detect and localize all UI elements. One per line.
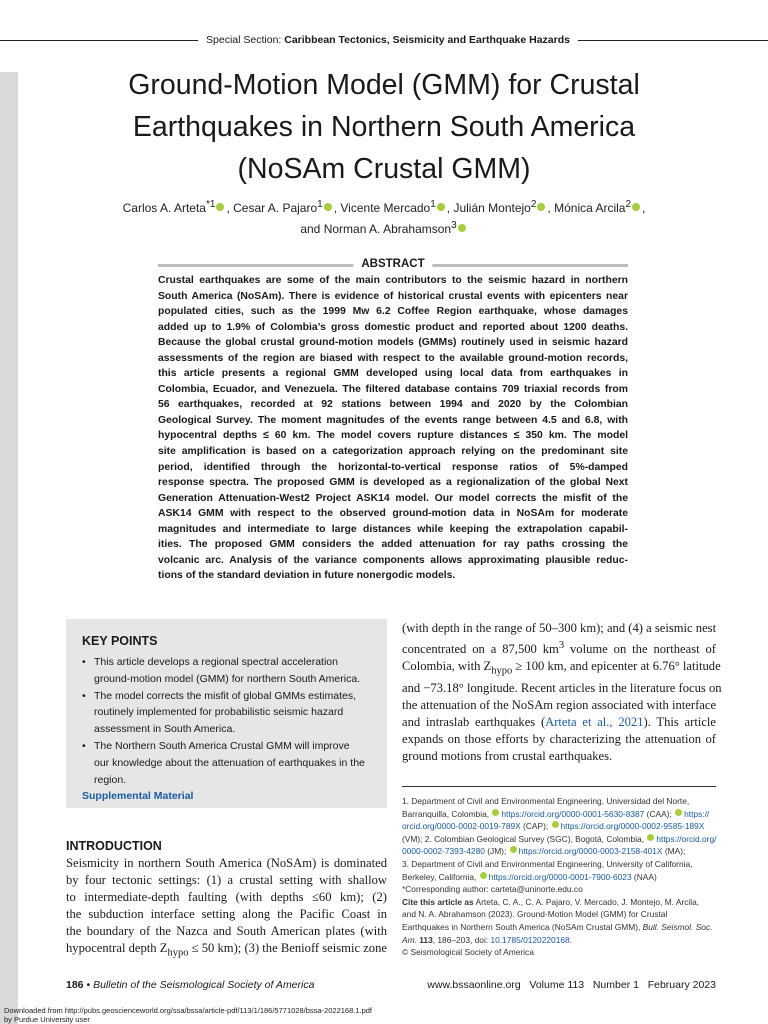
key-point-text: our knowledge about the attenuation of earthquakes in the: [94, 756, 365, 769]
body-text: and intraslab earthquakes (: [402, 715, 546, 730]
bullet-icon: •: [82, 689, 86, 702]
body-line: expands on those efforts by characterizing the attenuation of: [402, 732, 716, 747]
download-notice: [4, 1007, 372, 1024]
section-prefix: Special Section:: [206, 34, 282, 46]
affiliation-mark: 3: [451, 220, 457, 231]
footnote-text: (NAA): [631, 871, 657, 882]
abstract-header: [158, 258, 628, 272]
body-line: [402, 658, 721, 680]
key-points-title: KEY POINTS: [82, 634, 158, 648]
citation-link[interactable]: Arteta et al., 2021: [545, 715, 644, 730]
cite-text: Earthquakes in Northern South America (NoSAm Crustal GMM),: [402, 921, 643, 932]
key-point-text: This article develops a regional spectral acceleration: [94, 656, 338, 668]
footnotes: [402, 795, 716, 959]
body-text: hypocentral depth Z: [66, 941, 168, 956]
author-name[interactable]: Vicente Mercado: [340, 201, 431, 215]
orcid-icon[interactable]: [458, 224, 466, 232]
body-line: and −73.18° longitude. Recent articles in the literature focus on: [402, 680, 722, 695]
footnote-text: Berkeley, California,: [402, 871, 479, 882]
affiliation-mark: 1: [317, 199, 323, 210]
author-conjunction: and: [300, 222, 321, 236]
title-line: Earthquakes in Northern South America: [132, 111, 636, 143]
footnote-line: [402, 845, 716, 858]
author-name[interactable]: Mónica Arcila: [554, 201, 626, 215]
footnote-line: [402, 808, 716, 821]
footnote-text: (CAA);: [644, 808, 675, 819]
bullet-icon: •: [82, 656, 86, 668]
author-line: Carlos A. Arteta$^{*1}$ , Cesar A. Pajaro$^1$ , Vicente Mercado$^1$ , Julián Montejo$^2$ , Mónica Arcila$^2$ ,: [122, 199, 646, 215]
doi-link[interactable]: 10.1785/0120220168: [490, 934, 570, 945]
author-name[interactable]: Norman A. Abrahamson: [323, 222, 452, 236]
body-text: Colombia, with Z: [402, 659, 492, 674]
footnote-line: 3. Department of Civil and Environmental Engineering, University of California,: [402, 858, 693, 869]
footnote-line: [402, 820, 716, 833]
abstract-body: [158, 273, 628, 584]
key-point-line: [82, 721, 365, 738]
abstract-line: this article presents a regional GMM developed using local data from earthquakes in: [158, 368, 628, 380]
body-line: (with depth in the range of 50–300 km); and (4) a seismic nest: [402, 621, 717, 635]
abstract-line: Geological Survey. The moment magnitudes of the events range between 4.5 and 6.8, with: [158, 414, 628, 426]
subscript: hypo: [167, 947, 189, 959]
cite-line: [402, 896, 716, 909]
orcid-icon[interactable]: [552, 821, 559, 828]
author-line: [40, 217, 728, 238]
footnote-text: (JM);: [484, 846, 509, 857]
key-point-line: [82, 688, 365, 705]
abstract-line: assessments of the region are biased with respect to the available ground-motion records,: [158, 352, 628, 364]
footnote-text: (CAP);: [520, 821, 551, 832]
left-margin-bar: [0, 72, 18, 1024]
body-line: the subduction interface setting along the Pacific Coast in: [66, 907, 387, 922]
footer-left: [66, 978, 314, 992]
cite-volume: 113: [416, 934, 433, 945]
footnote-rule: [402, 786, 716, 787]
key-point-text: assessment in South America.: [94, 723, 236, 736]
subscript: hypo: [491, 665, 513, 677]
orcid-icon[interactable]: [632, 203, 640, 211]
cite-text: .: [569, 934, 572, 945]
abstract-line: added up to 1.9% of Colombia’s gross domestic product and reported about 1200 deaths.: [158, 321, 628, 333]
body-line: [402, 637, 716, 658]
body-line: ground motions from crustal earthquakes.: [402, 749, 613, 764]
orcid-icon[interactable]: [492, 809, 499, 816]
abstract-line: volcanic arc. Analysis of the variance components allows approximating plausible reduc-: [158, 554, 628, 566]
abstract-line: populated cities, such as the 1999 Mw 6.2 Coffee Region earthquake, whose damages: [158, 306, 628, 318]
body-line: to intermediate-depth faulting (with depths ≤60 km); (2): [66, 890, 387, 905]
abstract-line: Crustal earthquakes are some of the main contributors to the seismic hazard in northern: [158, 275, 628, 286]
cite-text: Arteta, C. A., C. A. Pajaro, V. Mercado, J. Montejo, M. Arcila,: [473, 896, 700, 907]
body-text: ≥ 100 km, and epicenter at 6.76° latitude: [512, 659, 721, 674]
affiliation-mark: *1: [205, 199, 216, 210]
key-point-text: routinely implemented for probabilistic seismic hazard: [94, 706, 344, 719]
footer-bullet: •: [86, 979, 91, 991]
download-url: Downloaded from http://pubs.geoscienceworld.org/ssa/bssa/article-pdf/113/1/186/5771028/bssa-2022168.1.pdf: [4, 1006, 373, 1015]
orcid-link[interactable]: https://orcid.org/0000-0001-5630-8387: [501, 808, 645, 819]
key-point-text: region.: [94, 773, 127, 786]
body-text: ). This article: [643, 715, 716, 730]
author-name[interactable]: Julián Montejo: [453, 201, 531, 215]
key-point-line: [82, 755, 365, 772]
body-text: ≤ 50 km); (3) the Benioff seismic zone: [188, 941, 387, 956]
key-point-text: ground-motion model (GMM) for northern South America.: [94, 672, 361, 685]
abstract-line: Colombia, Ecuador, and Venezuela. The filtered database contains 709 triaxial records from: [158, 383, 628, 395]
journal-name: Bulletin of the Seismological Society of America: [93, 979, 315, 991]
orcid-link[interactable]: https://orcid.org/0000-0001-7900-6023: [488, 871, 632, 882]
bullet-icon: •: [82, 739, 86, 752]
orcid-icon[interactable]: [437, 203, 445, 211]
footnote-text: (VM); 2. Colombian Geological Survey (SGC), Bogotá, Colombia,: [402, 833, 647, 844]
orcid-icon[interactable]: [675, 809, 682, 816]
affiliation-mark: 2: [625, 199, 632, 210]
cite-line: [402, 934, 716, 947]
article-title: [40, 64, 728, 190]
footnote-text: Barranquilla, Colombia,: [402, 808, 492, 819]
body-line: the attenuation of the NoSAm region associated with interface: [402, 698, 717, 713]
abstract-line: Because the global crustal ground-motion models (GMMs) routinely used in seismic hazard: [158, 337, 628, 349]
abstract-line: magnitudes and intermediate to large distances while keeping the extrapolation capabil-: [158, 523, 628, 535]
key-point-line: [82, 738, 365, 755]
orcid-icon[interactable]: [510, 846, 517, 853]
orcid-link[interactable]: orcid.org/0000-0002-0019-789X: [402, 821, 521, 832]
cite-line: and N. A. Abrahamson (2023). Ground-Motion Model (GMM) for Crustal: [402, 909, 668, 920]
title-line: Ground-Motion Model (GMM) for Crustal: [128, 69, 640, 101]
cite-journal: Bull. Seismol. Soc.: [642, 921, 713, 932]
abstract-line: Generation Attenuation-West2 Project ASK14 model. Our model corrects the misfit of the: [158, 492, 628, 504]
key-point-text: The model corrects the misfit of global GMMs estimates,: [94, 689, 357, 702]
footnote-line: [402, 871, 716, 884]
section-header: [198, 32, 578, 48]
body-text: volume on the northeast of: [564, 642, 716, 657]
orcid-link[interactable]: 0000-0002-7393-4280: [402, 846, 485, 857]
body-line: [66, 940, 387, 962]
abstract-line: hypocentral depths ≤ 60 km. The model covers rupture distances ≤ 350 km. The model: [158, 430, 628, 442]
abstract-line: period, identified through the horizontal-to-vertical response ratios of 5%-damped: [158, 461, 628, 473]
key-point-line: [82, 772, 365, 789]
right-column-body: [402, 620, 722, 765]
cite-label: Cite this article as: [402, 896, 474, 907]
affiliation-mark: 1: [430, 199, 436, 210]
orcid-icon[interactable]: [647, 834, 654, 841]
key-point-line: [82, 671, 365, 688]
key-point-line: [82, 654, 365, 671]
key-points-list: [82, 654, 365, 788]
body-line: by four tectonic settings: (1) a crustal setting with shallow: [66, 873, 387, 888]
body-line: Seismicity in northern South America (NoSAm) is dominated: [66, 856, 387, 870]
abstract-heading: ABSTRACT: [353, 257, 432, 271]
footer-issue-info: www.bssaonline.org Volume 113 Number 1 February 2023: [427, 979, 716, 991]
abstract-line: 56 earthquakes, recorded at 92 stations between 1994 and 2020 by the Colombian: [158, 399, 628, 411]
key-point-line: [82, 704, 365, 721]
introduction-body: [66, 855, 387, 962]
orcid-link[interactable]: https://orcid.org/0000-0002-9585-189X: [560, 821, 705, 832]
download-user: by Purdue University user: [4, 1014, 90, 1024]
key-point-text: The Northern South America Crustal GMM will improve: [94, 739, 350, 752]
introduction-heading: INTRODUCTION: [66, 839, 162, 853]
cite-journal: Am.: [402, 934, 417, 945]
footnote-text: (MA);: [662, 846, 686, 857]
title-line: (NoSAm Crustal GMM): [237, 153, 531, 185]
body-line: [402, 714, 716, 731]
cite-text: , 186–203, doi:: [432, 934, 491, 945]
footnote-line: 1. Department of Civil and Environmental Engineering, Universidad del Norte,: [402, 796, 690, 806]
abstract-line: site amplification is based on a categorization approach relying on the predominant site: [158, 446, 628, 458]
superscript: 3: [558, 640, 565, 652]
cite-line: [402, 921, 716, 934]
author-list: [40, 196, 728, 238]
copyright-notice: © Seismological Society of America: [402, 947, 534, 958]
orcid-icon[interactable]: [324, 203, 332, 211]
orcid-icon[interactable]: [216, 203, 224, 211]
supplemental-material-link[interactable]: Supplemental Material: [82, 790, 194, 802]
abstract-line: tions of the standard deviation in future nonergodic models.: [158, 570, 456, 582]
orcid-link[interactable]: https://orcid.org/: [656, 833, 717, 844]
section-name: Caribbean Tectonics, Seismicity and Earthquake Hazards: [284, 34, 570, 46]
footnote-line: [402, 833, 716, 846]
body-line: the boundary of the Nazca and South American plates (with: [66, 924, 387, 939]
author-name[interactable]: Cesar A. Pajaro: [233, 201, 318, 215]
abstract-line: ities. The proposed GMM considers the added attenuation for ray paths crossing the: [158, 539, 628, 551]
orcid-icon[interactable]: [537, 203, 545, 211]
orcid-link[interactable]: https://: [684, 808, 710, 819]
orcid-link[interactable]: https://orcid.org/0000-0003-2158-401X: [518, 846, 663, 857]
body-text: concentrated on a 87,500 km: [402, 642, 559, 657]
page-number: 186: [66, 979, 84, 991]
author-name[interactable]: Carlos A. Arteta: [122, 201, 206, 215]
abstract-line: South America (NoSAm). There is evidence of historical crustal events with epicenters near: [158, 290, 628, 302]
abstract-line: response spectra. The proposed GMM is developed as a regionalization of the global Next: [158, 477, 628, 489]
orcid-icon[interactable]: [480, 872, 487, 879]
affiliation-mark: 2: [530, 199, 537, 210]
abstract-line: ASK14 GMM with respect to the observed ground-motion data in NoSAm for moderate: [158, 508, 628, 520]
corresponding-author: *Corresponding author: carteta@uninorte.edu.co: [402, 884, 583, 895]
